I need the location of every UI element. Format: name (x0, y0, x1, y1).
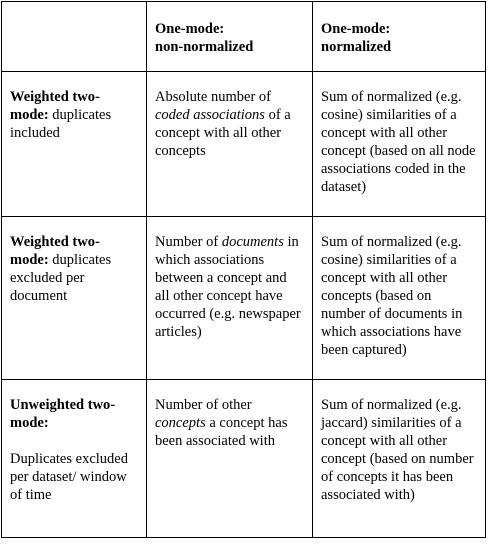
table-row (2, 380, 486, 538)
non-normalized-cell: Number of other concepts a concept has been associated with (147, 380, 313, 538)
normalized-cell: Sum of normalized (e.g. jaccard) similarities of a concept with all other concept (based on number of concepts it has been associated with) (313, 380, 486, 538)
italic-term: coded associations (155, 107, 265, 123)
italic-term: concepts (155, 415, 206, 431)
row-label-rest: duplicates excluded per document (10, 252, 112, 304)
header-cell-normalized (313, 2, 486, 72)
italic-term: documents (221, 234, 284, 250)
non-normalized-cell: Number of documents in which associations between a concept and all other concept have occurred (e.g. newspaper articles) (147, 217, 313, 380)
row-label-cell (2, 72, 147, 217)
row-label-rest: Duplicates excluded per dataset/ window of time (10, 451, 128, 503)
header-col2-line1: One-mode: (155, 21, 225, 37)
non-normalized-cell: Absolute number of coded associations of a concept with all other concepts (147, 72, 313, 217)
header-cell-non-normalized (147, 2, 313, 72)
table-row (2, 217, 486, 380)
header-row (2, 2, 486, 72)
row-label-bold: Weighted two-mode: (10, 89, 100, 123)
row-label-cell (2, 217, 147, 380)
row-label-rest: duplicates included (10, 107, 112, 141)
header-cell-empty (2, 2, 147, 72)
row-label-cell (2, 380, 147, 538)
header-col3-line1: One-mode: (321, 21, 391, 37)
normalized-cell: Sum of normalized (e.g. cosine) similarities of a concept with all other concepts (based on number of documents in which associations have been captured) (313, 217, 486, 380)
header-col3-line2: normalized (321, 39, 392, 55)
table-row (2, 72, 486, 217)
row-label-bold: Unweighted two-mode: (10, 397, 116, 431)
header-col2-line2: non-normalized (155, 39, 254, 55)
comparison-table (1, 1, 486, 538)
row-label-bold: Weighted two-mode: (10, 234, 100, 268)
normalized-cell: Sum of normalized (e.g. cosine) similarities of a concept with all other concept (based on all node associations coded in the dataset) (313, 72, 486, 217)
